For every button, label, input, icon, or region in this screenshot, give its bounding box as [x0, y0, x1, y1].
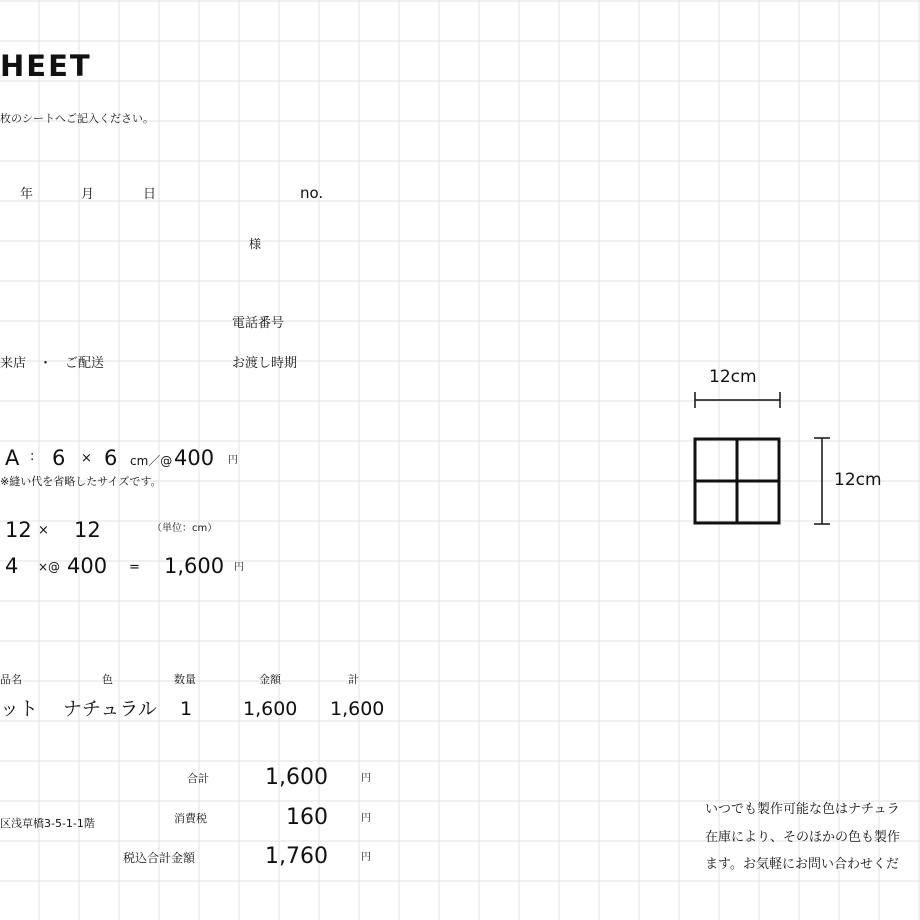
table-header-color: 色	[102, 673, 113, 686]
pattern-colon: :	[30, 449, 35, 464]
table-header-amount: 金額	[259, 673, 281, 686]
subtotal-label: 合計	[187, 772, 209, 785]
tax-yen: 円	[361, 813, 371, 824]
row-item-name: ット	[0, 698, 39, 720]
size-width: 12	[5, 518, 32, 542]
calc-yen: 円	[234, 562, 244, 573]
width-dimension-label: 12cm	[709, 367, 757, 387]
row-item-total: 1,600	[330, 698, 385, 720]
pattern-height: 6	[104, 446, 118, 470]
sheet-title: HEET	[0, 49, 92, 83]
day-label: 日	[143, 187, 157, 202]
calc-price: 400	[67, 554, 108, 578]
grand-total-yen: 円	[361, 852, 371, 863]
honorific-label: 様	[249, 237, 262, 251]
delivery-options: 来店 ・ ご配送	[0, 356, 105, 371]
calc-times-at: ×@	[38, 560, 61, 574]
size-diagram	[690, 360, 900, 540]
instruction-text: 枚のシートへご記入ください。	[0, 112, 154, 125]
size-times: ×	[38, 523, 49, 538]
shop-address: 区浅草橋3-5-1-1階	[0, 817, 95, 830]
note-line-2: 在庫により、そのほかの色も製作	[705, 830, 901, 845]
yen-label: 円	[228, 455, 238, 466]
row-item-amount: 1,600	[243, 698, 298, 720]
month-label: 月	[81, 187, 95, 202]
calc-equals: =	[129, 560, 140, 575]
table-header-qty: 数量	[174, 673, 196, 686]
size-diagram-svg	[690, 360, 900, 540]
table-header-total: 計	[348, 673, 359, 686]
calc-count: 4	[5, 554, 19, 578]
seam-note: ※縫い代を省略したサイズです。	[0, 475, 162, 488]
year-label: 年	[20, 187, 34, 202]
tax-label: 消費税	[174, 812, 207, 825]
grand-total-value: 1,760	[265, 844, 328, 869]
handover-label: お渡し時期	[232, 356, 298, 371]
subtotal-value: 1,600	[265, 765, 328, 790]
height-dimension-label: 12cm	[834, 470, 882, 490]
row-item-qty: 1	[180, 698, 193, 720]
grand-total-label: 税込合計金額	[123, 851, 196, 865]
note-line-1: いつでも製作可能な色はナチュラ	[705, 802, 900, 817]
tax-value: 160	[286, 805, 328, 830]
unit-price: 400	[174, 446, 215, 470]
unit-price-label: cm／@	[130, 454, 173, 468]
pattern-times: ×	[81, 451, 92, 466]
size-unit-note: （単位：cm）	[152, 523, 218, 534]
phone-label: 電話番号	[232, 316, 285, 331]
pattern-width: 6	[52, 446, 66, 470]
pattern-letter: A	[5, 446, 20, 470]
order-number-label: no.	[300, 184, 324, 202]
note-line-3: ます。お気軽にお問い合わせくだ	[705, 857, 899, 872]
table-header-name: 品名	[0, 673, 22, 686]
size-height: 12	[74, 518, 101, 542]
calc-total: 1,600	[164, 554, 225, 578]
subtotal-yen: 円	[361, 773, 371, 784]
row-item-color: ナチュラル	[63, 698, 157, 720]
